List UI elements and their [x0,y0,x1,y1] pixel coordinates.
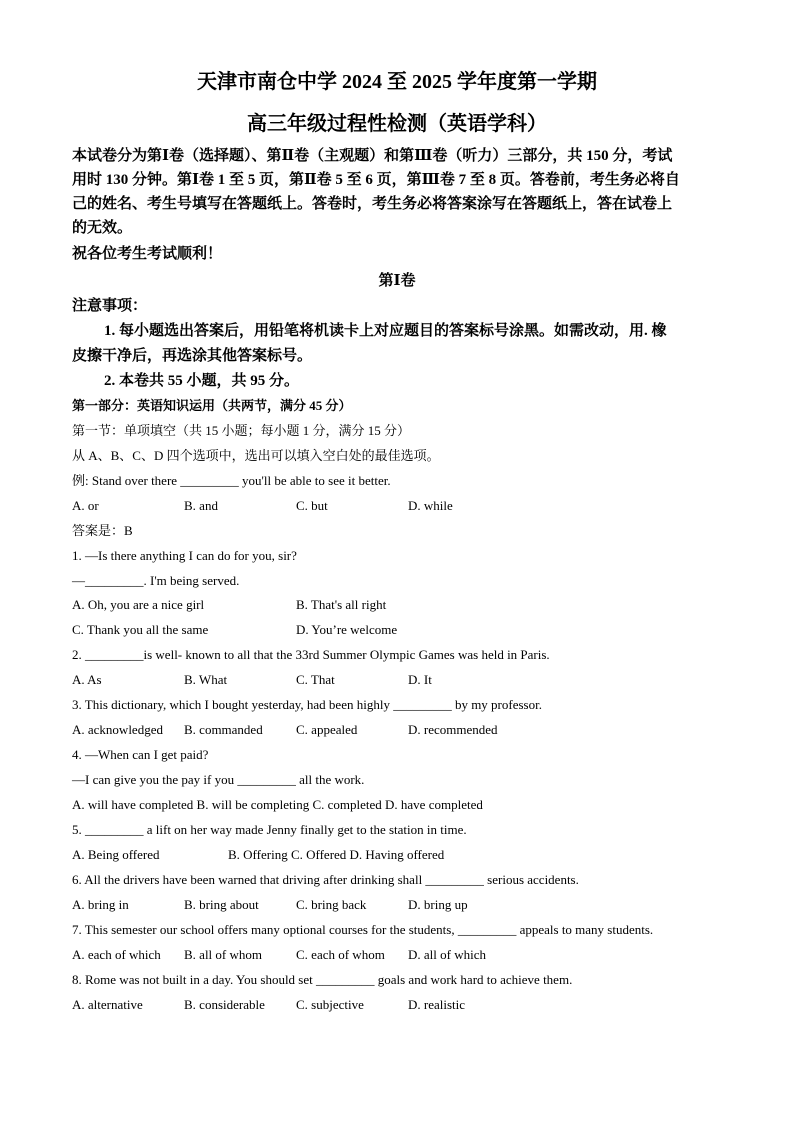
question-7-option-d: D. all of which [408,947,486,962]
intro-line: 本试卷分为第Ⅰ卷（选择题）、第Ⅱ卷（主观题）和第Ⅲ卷（听力）三部分，共 150 分，考试 [72,148,673,164]
question-7-option-b: B. all of whom [184,947,262,962]
note-item-1-cont: 皮擦干净后，再选涂其他答案标号。 [72,348,313,364]
section1-instruction: 从 A、B、C、D 四个选项中，选出可以填入空白处的最佳选项。 [72,448,440,463]
question-3-option-c: C. appealed [296,722,358,737]
example-option-c: C. but [296,498,328,513]
question-3-option-b: B. commanded [184,722,263,737]
question-8-option-d: D. realistic [408,997,466,1012]
question-1-option-b: B. That's all right [296,597,387,612]
example-option-d: D. while [408,498,453,513]
question-5-stem: 5. _________ a lift on her way made Jenny finally get to the station in time. [72,822,467,837]
question-8-option-a: A. alternative [72,997,143,1012]
example-option-a: A. or [72,498,99,513]
question-3-stem: 3. This dictionary, which I bought yesterday, had been highly _________ by my professor. [72,697,542,712]
part1-heading: 第一部分：英语知识运用（共两节，满分 45 分） [72,398,352,413]
question-6-option-b: B. bring about [184,897,259,912]
question-3-option-d: D. recommended [408,722,498,737]
question-1-option-a: A. Oh, you are a nice girl [72,597,205,612]
question-2-option-b: B. What [184,672,228,687]
question-6-option-c: C. bring back [296,897,367,912]
question-1-option-c: C. Thank you all the same [72,622,209,637]
note-item-2: 2. 本卷共 55 小题，共 95 分。 [104,373,300,389]
question-6-option-a: A. bring in [72,897,129,912]
question-2-option-d: D. It [408,672,432,687]
question-6-option-d: D. bring up [408,897,468,912]
question-6-stem: 6. All the drivers have been warned that driving after drinking shall _________ serious accidents. [72,872,579,887]
note-item-1: 1. 每小题选出答案后，用铅笔将机读卡上对应题目的答案标号涂黑。如需改动，用. 橡 [104,323,667,339]
question-1-line-2: —_________. I'm being served. [72,573,240,588]
question-2-stem: 2. _________is well- known to all that the 33rd Summer Olympic Games was held in Paris. [72,647,550,662]
exam-subtitle: 高三年级过程性检测（英语学科） [247,113,547,135]
question-1-option-d: D. You’re welcome [296,622,398,637]
volume-title: 第Ⅰ卷 [378,273,416,289]
intro-line: 的无效。 [72,220,133,236]
question-3-option-a: A. acknowledged [72,722,163,737]
question-5-option-a: A. Being offered [72,847,160,862]
question-7-stem: 7. This semester our school offers many optional courses for the students, _________ appeals to many students. [72,922,654,937]
question-7-option-c: C. each of whom [296,947,385,962]
example-option-b: B. and [184,498,218,513]
question-7-option-a: A. each of which [72,947,161,962]
intro-line: 己的姓名、考生号填写在答题纸上。答卷时，考生务必将答案涂写在答题纸上，答在试卷上 [72,196,673,212]
intro-line: 用时 130 分钟。第Ⅰ卷 1 至 5 页，第Ⅱ卷 5 至 6 页，第Ⅲ卷 7 至 8 页。答卷前，考生务必将自 [72,172,680,188]
good-luck-wish: 祝各位考生考试顺利！ [72,246,223,262]
question-4-line-2: —I can give you the pay if you _________ all the work. [72,772,365,787]
exam-title: 天津市南仓中学 2024 至 2025 学年度第一学期 [197,71,597,93]
question-2-option-a: A. As [72,672,102,687]
question-2-option-c: C. That [296,672,335,687]
question-4-line-1: 4. —When can I get paid? [72,747,209,762]
section1-heading: 第一节：单项填空（共 15 小题；每小题 1 分，满分 15 分） [72,423,411,438]
question-8-stem: 8. Rome was not built in a day. You should set _________ goals and work hard to achieve them. [72,972,573,987]
question-4-options: A. will have completed B. will be completing C. completed D. have completed [72,797,483,812]
example-stem: 例: Stand over there _________ you'll be able to see it better. [72,473,391,488]
question-5-options-bcd: B. Offering C. Offered D. Having offered [228,847,445,862]
question-8-option-c: C. subjective [296,997,364,1012]
question-8-option-b: B. considerable [184,997,265,1012]
example-answer: 答案是：B [72,523,133,538]
notes-heading: 注意事项： [72,298,148,314]
question-1-line-1: 1. —Is there anything I can do for you, sir? [72,548,297,563]
